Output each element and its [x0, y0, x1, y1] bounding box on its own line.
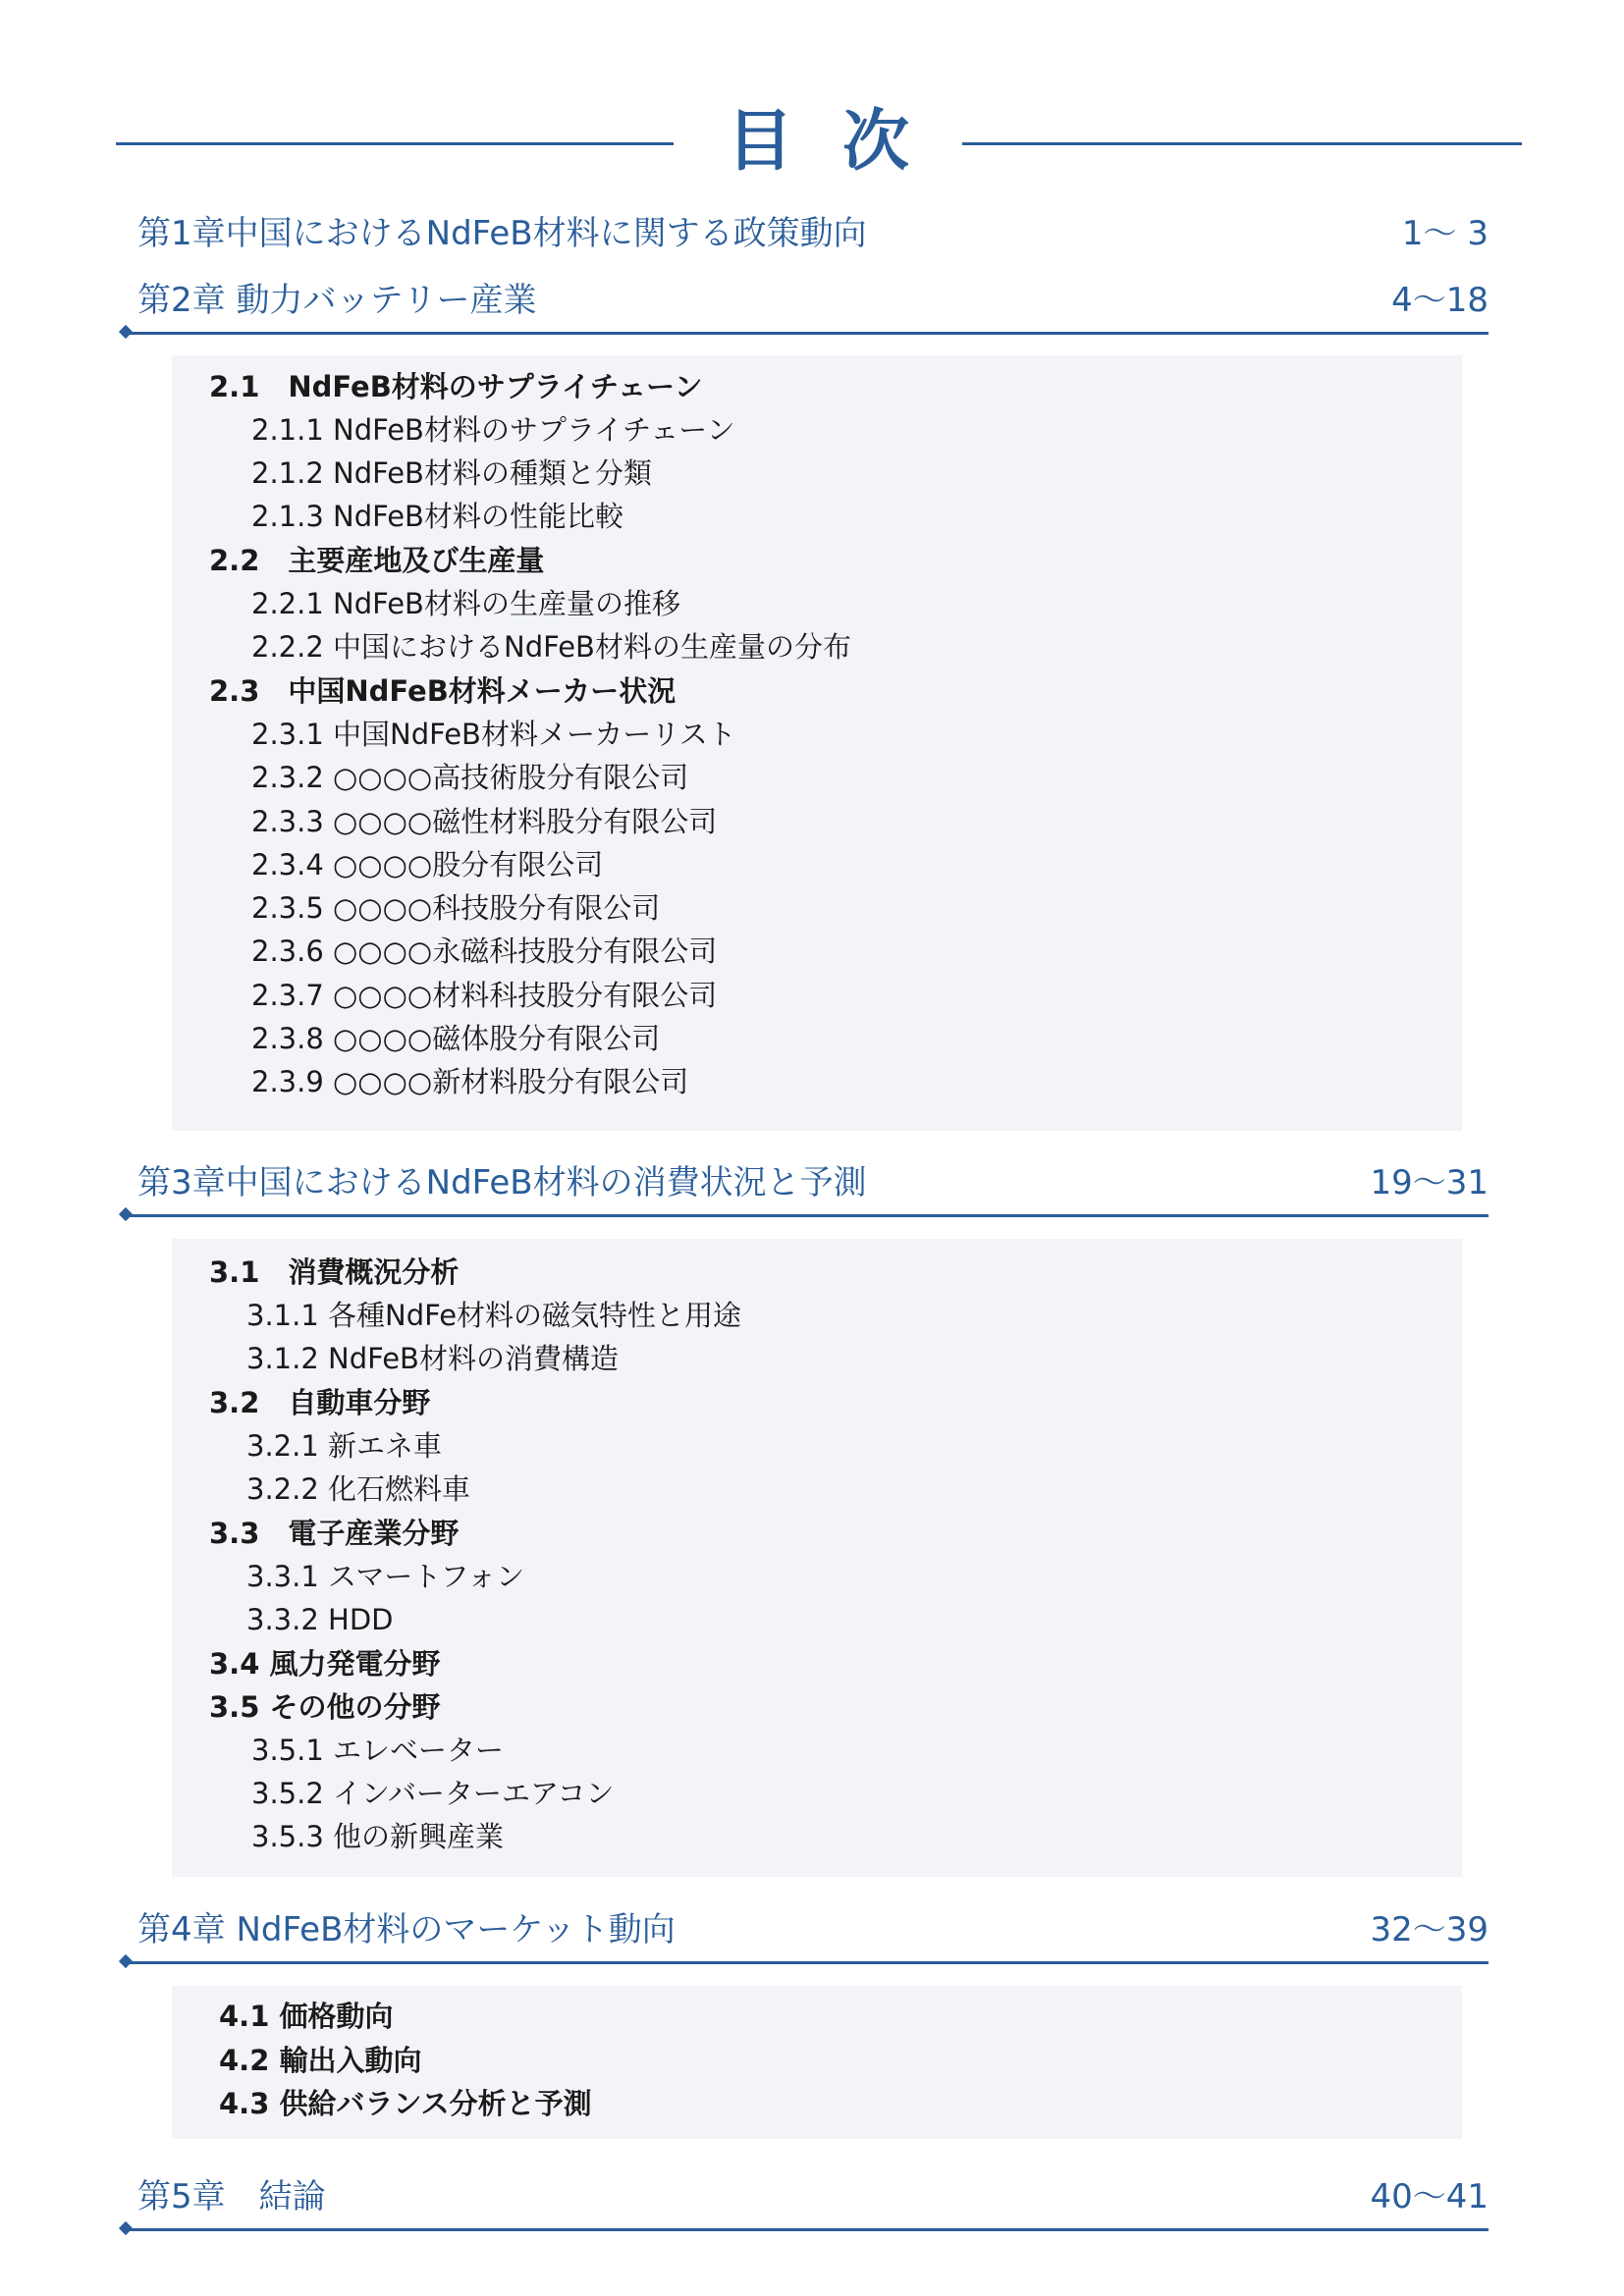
subsection-3-2-1[interactable]: 3.2.1 新エネ車 — [246, 1429, 443, 1463]
rule-diamond-marker — [119, 325, 133, 339]
chapter-pages: 4～18 — [1391, 281, 1489, 320]
section-4-1[interactable]: 4.1 価格動向 — [219, 2000, 394, 2033]
chapter-2-section-list — [172, 355, 1462, 1131]
section-2-1[interactable]: 2.1 NdFeB材料のサプライチェーン — [209, 370, 703, 403]
chapter-4-section-list — [172, 1986, 1462, 2139]
subsection-2-2-2[interactable]: 2.2.2 中国におけるNdFeB材料の生産量の分布 — [251, 630, 851, 664]
section-4-2[interactable]: 4.2 輸出入動向 — [219, 2044, 422, 2077]
chapter-rule — [126, 1961, 1489, 1964]
chapter-pages: 40～41 — [1370, 2177, 1489, 2216]
title-rule-left — [116, 142, 674, 145]
chapter-title: 第2章 動力バッテリー産業 — [137, 281, 537, 320]
chapter-rule — [126, 2228, 1489, 2231]
subsection-3-5-2[interactable]: 3.5.2 インバーターエアコン — [251, 1777, 615, 1810]
subsection-2-3-4[interactable]: 2.3.4 ○○○○股分有限公司 — [251, 848, 604, 881]
subsection-3-3-2[interactable]: 3.3.2 HDD — [246, 1603, 394, 1636]
chapter-rule — [126, 1214, 1489, 1217]
subsection-3-1-2[interactable]: 3.1.2 NdFeB材料の消費構造 — [246, 1342, 619, 1375]
rule-diamond-marker — [119, 1954, 133, 1968]
chapter-3-section-list — [172, 1239, 1462, 1877]
chapter-rule — [126, 332, 1489, 335]
subsection-3-1-1[interactable]: 3.1.1 各種NdFe材料の磁気特性と用途 — [246, 1299, 742, 1332]
chapter-title: 第5章 結論 — [137, 2177, 326, 2216]
subsection-2-3-2[interactable]: 2.3.2 ○○○○高技術股分有限公司 — [251, 761, 689, 794]
subsection-2-3-8[interactable]: 2.3.8 ○○○○磁体股分有限公司 — [251, 1022, 661, 1055]
chapter-title: 第1章中国におけるNdFeB材料に関する政策動向 — [137, 214, 867, 253]
chapter-pages: 1～ 3 — [1401, 214, 1489, 253]
subsection-2-3-3[interactable]: 2.3.3 ○○○○磁性材料股分有限公司 — [251, 805, 718, 838]
subsection-2-1-1[interactable]: 2.1.1 NdFeB材料のサプライチェーン — [251, 413, 735, 447]
title-rule-right — [962, 142, 1522, 145]
section-3-5[interactable]: 3.5 その他の分野 — [209, 1690, 441, 1724]
section-3-3[interactable]: 3.3 電子産業分野 — [209, 1517, 460, 1550]
page-title: 目次 — [726, 103, 958, 181]
subsection-3-2-2[interactable]: 3.2.2 化石燃料車 — [246, 1472, 471, 1506]
subsection-2-2-1[interactable]: 2.2.1 NdFeB材料の生産量の推移 — [251, 587, 680, 620]
section-2-3[interactable]: 2.3 中国NdFeB材料メーカー状況 — [209, 674, 677, 708]
section-4-3[interactable]: 4.3 供給バランス分析と予測 — [219, 2087, 592, 2120]
section-3-1[interactable]: 3.1 消費概況分析 — [209, 1255, 460, 1289]
section-3-2[interactable]: 3.2 自動車分野 — [209, 1386, 431, 1419]
section-3-4[interactable]: 3.4 風力発電分野 — [209, 1647, 441, 1681]
subsection-2-3-7[interactable]: 2.3.7 ○○○○材料科技股分有限公司 — [251, 979, 718, 1012]
chapter-pages: 32～39 — [1370, 1910, 1489, 1949]
subsection-2-1-3[interactable]: 2.1.3 NdFeB材料の性能比較 — [251, 500, 623, 533]
chapter-title: 第3章中国におけるNdFeB材料の消費状況と予測 — [137, 1163, 867, 1202]
chapter-title: 第4章 NdFeB材料のマーケット動向 — [137, 1910, 676, 1949]
subsection-2-3-5[interactable]: 2.3.5 ○○○○科技股分有限公司 — [251, 891, 661, 925]
subsection-2-3-1[interactable]: 2.3.1 中国NdFeB材料メーカーリスト — [251, 718, 736, 751]
subsection-2-1-2[interactable]: 2.1.2 NdFeB材料の種類と分類 — [251, 456, 652, 490]
subsection-3-3-1[interactable]: 3.3.1 スマートフォン — [246, 1560, 525, 1593]
subsection-3-5-1[interactable]: 3.5.1 エレベーター — [251, 1734, 505, 1767]
chapter-pages: 19～31 — [1370, 1163, 1489, 1202]
rule-diamond-marker — [119, 1207, 133, 1221]
subsection-2-3-6[interactable]: 2.3.6 ○○○○永磁科技股分有限公司 — [251, 934, 718, 968]
section-2-2[interactable]: 2.2 主要産地及び生産量 — [209, 544, 545, 577]
subsection-2-3-9[interactable]: 2.3.9 ○○○○新材料股分有限公司 — [251, 1065, 689, 1098]
rule-diamond-marker — [119, 2221, 133, 2235]
subsection-3-5-3[interactable]: 3.5.3 他の新興産業 — [251, 1820, 505, 1853]
toc-title-header — [116, 98, 1522, 187]
